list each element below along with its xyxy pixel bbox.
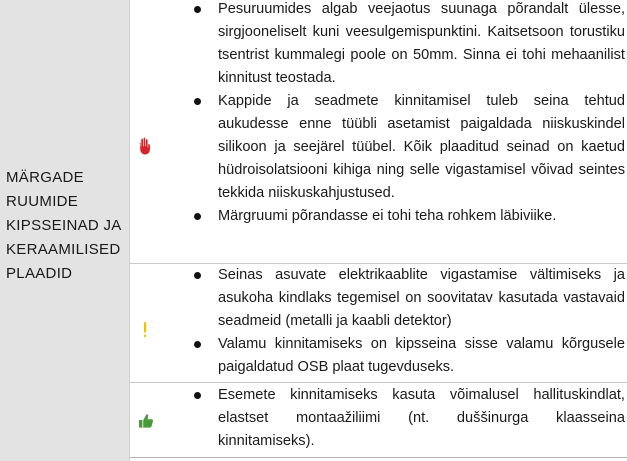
- exclamation-icon: [138, 321, 152, 339]
- category-cell: [0, 0, 130, 461]
- thumbs-up-icon: [138, 413, 154, 429]
- row-restrictions: [162, 0, 627, 228]
- bullet-icon: [194, 272, 201, 279]
- list-item: Pesuruumides algab veejaotus suunaga põrandalt ülesse, sirgjooneliselt kuni veesulgemispunktini. Kaitsetsoon torustiku tsentrist kummalegi poole on 50mm. Sinna ei tohi mehaanilist kinnitust teostada.: [162, 0, 627, 90]
- row-recommendations: [162, 264, 627, 379]
- stop-hand-icon: [138, 137, 152, 155]
- restrictions-list: [162, 0, 627, 228]
- bullet-icon: [194, 6, 201, 13]
- row-advice: [162, 384, 627, 453]
- row-separator: [130, 457, 627, 458]
- list-item: Kappide ja seadmete kinnitamisel tuleb seina tehtud aukudesse enne tüübli asetamist paigaldada niiskuskindel silikoon ja seejärel tüübel. Kõik plaaditud seinad on kaetud hüdroisolatsiooni kihiga ning selle vigastamisel võivad seintes tekkida niiskuskahjustused.: [162, 90, 627, 205]
- list-item: Märgruumi põrandasse ei tohi teha rohkem läbiviike.: [162, 205, 627, 228]
- bullet-icon: [194, 341, 201, 348]
- bullet-icon: [194, 98, 201, 105]
- list-item: Valamu kinnitamiseks on kipsseina sisse valamu kõrgusele paigaldatud OSB plaat tugevduseks.: [162, 333, 627, 379]
- recommendations-list: [162, 264, 627, 379]
- advice-list: [162, 384, 627, 453]
- category-label: MÄRGADE RUUMIDE KIPSSEINAD JA KERAAMILISED PLAADID: [6, 169, 121, 282]
- bullet-icon: [194, 213, 201, 220]
- bullet-icon: [194, 392, 201, 399]
- list-item: Seinas asuvate elektrikaablite vigastamise vältimiseks ja asukoha kindlaks tegemisel on soovitatav kasutada vastavaid seadmeid (metalli ja kaabli detektor): [162, 264, 627, 333]
- list-item: Esemete kinnitamiseks kasuta võimalusel hallituskindlat, elastset montaažiliimi (nt. duššinurga klaasseina kinnitamiseks).: [162, 384, 627, 453]
- row-separator: [130, 382, 627, 383]
